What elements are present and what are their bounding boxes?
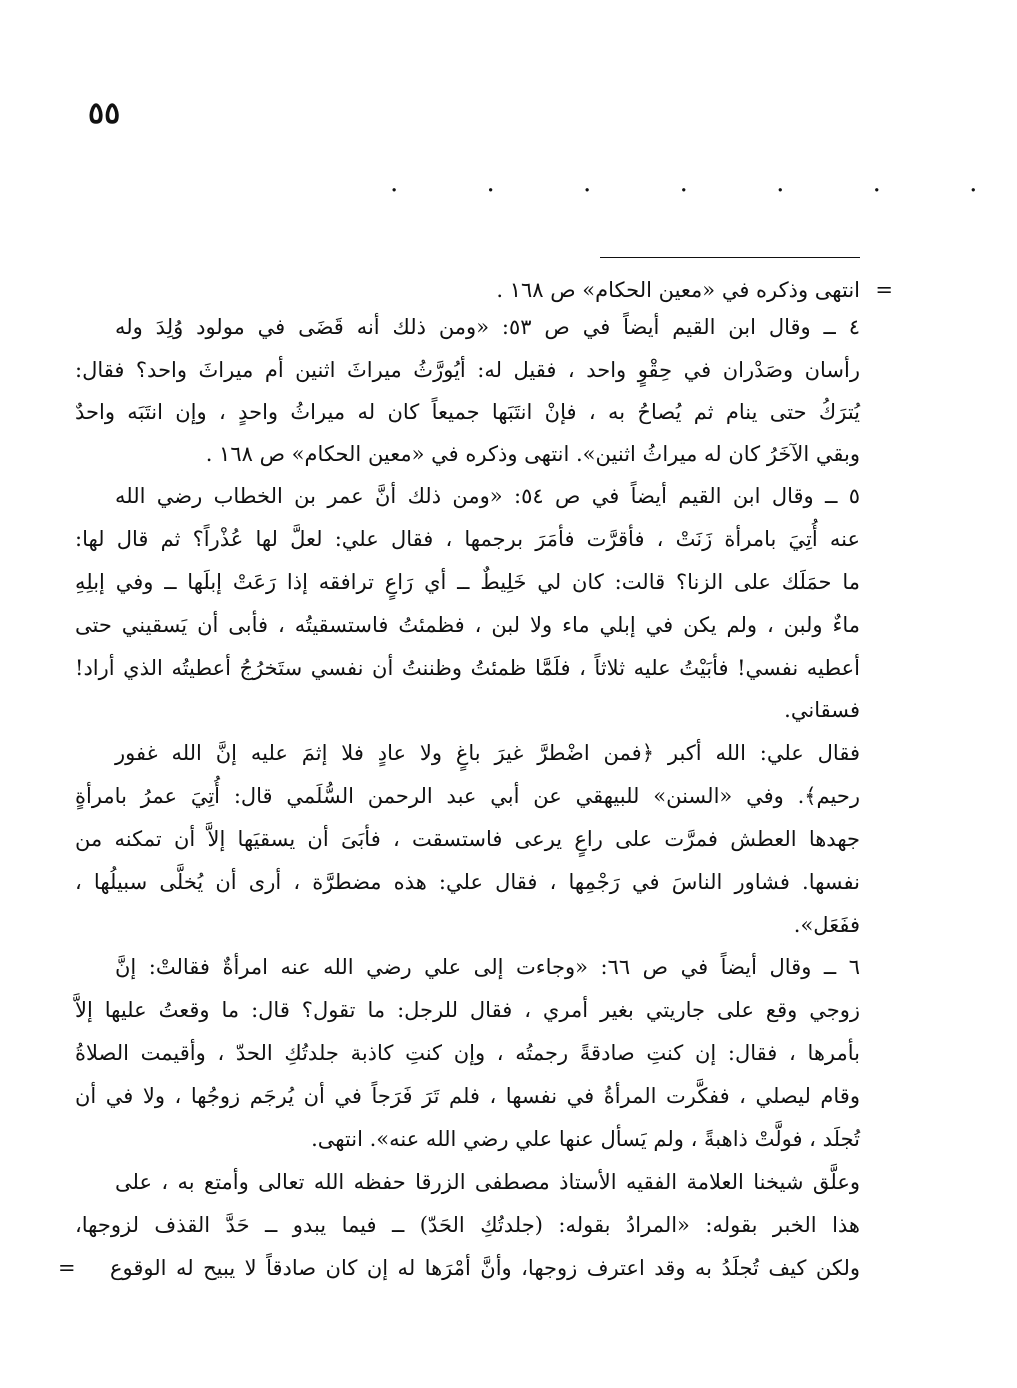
continuation-marker-end: =	[58, 1256, 76, 1280]
ellipsis-dots: . . . . . . .	[390, 168, 1017, 198]
text-line-8: ما حمَلَك على الزنا؟ قالت: كان لي خَلِيطٌ ــ أي رَاعٍ ترافقه إذا رَعَتْ إبلَها ــ وفي إبلِهِ	[75, 570, 860, 594]
text-line-23: هذا الخبر بقوله: «المرادُ بقوله: (جلدتُكِ الحَدّ) ــ فيما يبدو ــ حَدَّ القذف لزوجها،	[75, 1213, 860, 1237]
text-line-11: فسقاني.	[784, 698, 860, 722]
text-line-16: ففَعَل».	[793, 913, 860, 937]
text-line-9: ماءٌ ولبن ، ولم يكن في إبلي ماء ولا لبن ، فظمئتُ فاستسقيتُه ، فأبى أن يَسقيني حتى	[75, 613, 860, 637]
continuation-marker: =	[875, 278, 893, 302]
text-line-20: وقام ليصلي ، ففكَّرت المرأةُ في نفسها ، فلم تَرَ فَرَجاً في أن يُرجَم زوجُها ، ولا في أن	[75, 1084, 860, 1108]
text-line-7: عنه أُتِيَ بامرأة زَنَتْ ، فأقرَّت فأمَرَ برجمها ، فقال علي: لعلَّ لها عُذْراً؟ ثم قال لها:	[75, 527, 860, 551]
text-line-1: انتهى وذكره في «معين الحكام» ص ١٦٨ .	[496, 278, 860, 302]
text-line-12: فقال علي: الله أكبر ﴿فمن اضْطرَّ غيرَ باغٍ ولا عادٍ فلا إثمَ عليه إنَّ الله غفور	[115, 741, 860, 765]
text-line-15: نفسها. فشاور الناسَ في رَجْمِها ، فقال علي: هذه مضطرَّة ، أرى أن يُخلَّى سبيلُها ،	[75, 870, 860, 894]
text-line-3: رأسان وصَدْران في حِقْوٍ واحد ، فقيل له: أيُورَّثُ ميراثَ اثنين أم ميراثَ واحد؟ فقال:	[75, 358, 860, 382]
text-line-18: زوجي وقع على جاريتي بغير أمري ، فقال للرجل: ما تقول؟ قال: ما وقعتُ عليها إلاَّ	[75, 998, 860, 1022]
text-line-4: يُترَكُ حتى ينام ثم يُصاحُ به ، فإنْ انتَبَها جميعاً كان له ميراثُ واحدٍ ، وإن انتَبَه واحدٌ	[75, 400, 860, 424]
text-line-19: بأمرها ، فقال: إن كنتِ صادقةً رجمتُه ، وإن كنتِ كاذبة جلدتُكِ الحدّ ، وأقيمت الصلاةُ	[75, 1041, 860, 1065]
text-line-13: رحيم﴾. وفي «السنن» للبيهقي عن أبي عبد الرحمن السُّلَمي قال: أُتِيَ عمرُ بامرأةٍ	[75, 784, 860, 808]
text-line-17: ٦ ــ وقال أيضاً في ص ٦٦: «وجاءت إلى علي رضي الله عنه امرأةٌ فقالتْ: إنَّ	[115, 955, 860, 979]
text-line-24: ولكن كيف تُجلَدُ به وقد اعترف زوجها، وأنَّ أمْرَها له إن كان صادقاً لا يبيح له الوقوع	[110, 1256, 860, 1280]
text-line-22: وعلَّق شيخنا العلامة الفقيه الأستاذ مصطفى الزرقا حفظه الله تعالى وأمتع به ، على	[115, 1170, 860, 1194]
page-number: ٥٥	[88, 96, 121, 131]
text-line-10: أعطيه نفسي! فأبَيْتُ عليه ثلاثاً ، فلَمَّا ظمئتُ وظننتُ أن نفسي ستَخرُجُ أعطيتُه الذي أراد!	[75, 656, 860, 680]
text-line-2: ٤ ــ وقال ابن القيم أيضاً في ص ٥٣: «ومن ذلك أنه قَضَى في مولود وُلِدَ وله	[115, 315, 860, 339]
text-line-14: جهدها العطش فمرَّت على راعٍ يرعى فاستسقت ، فأبَىَ أن يسقيَها إلاَّ أن تمكنه من	[75, 827, 860, 851]
footnote-separator	[600, 257, 860, 258]
text-line-21: تُجلَد ، فولَّتْ ذاهبةً ، ولم يَسأل عنها علي رضي الله عنه». انتهى.	[311, 1127, 860, 1151]
text-line-6: ٥ ــ وقال ابن القيم أيضاً في ص ٥٤: «ومن ذلك أنَّ عمر بن الخطاب رضي الله	[115, 484, 860, 508]
text-line-5: وبقي الآخَرُ كان له ميراثُ اثنين». انتهى وذكره في «معين الحكام» ص ١٦٨ .	[205, 442, 860, 466]
